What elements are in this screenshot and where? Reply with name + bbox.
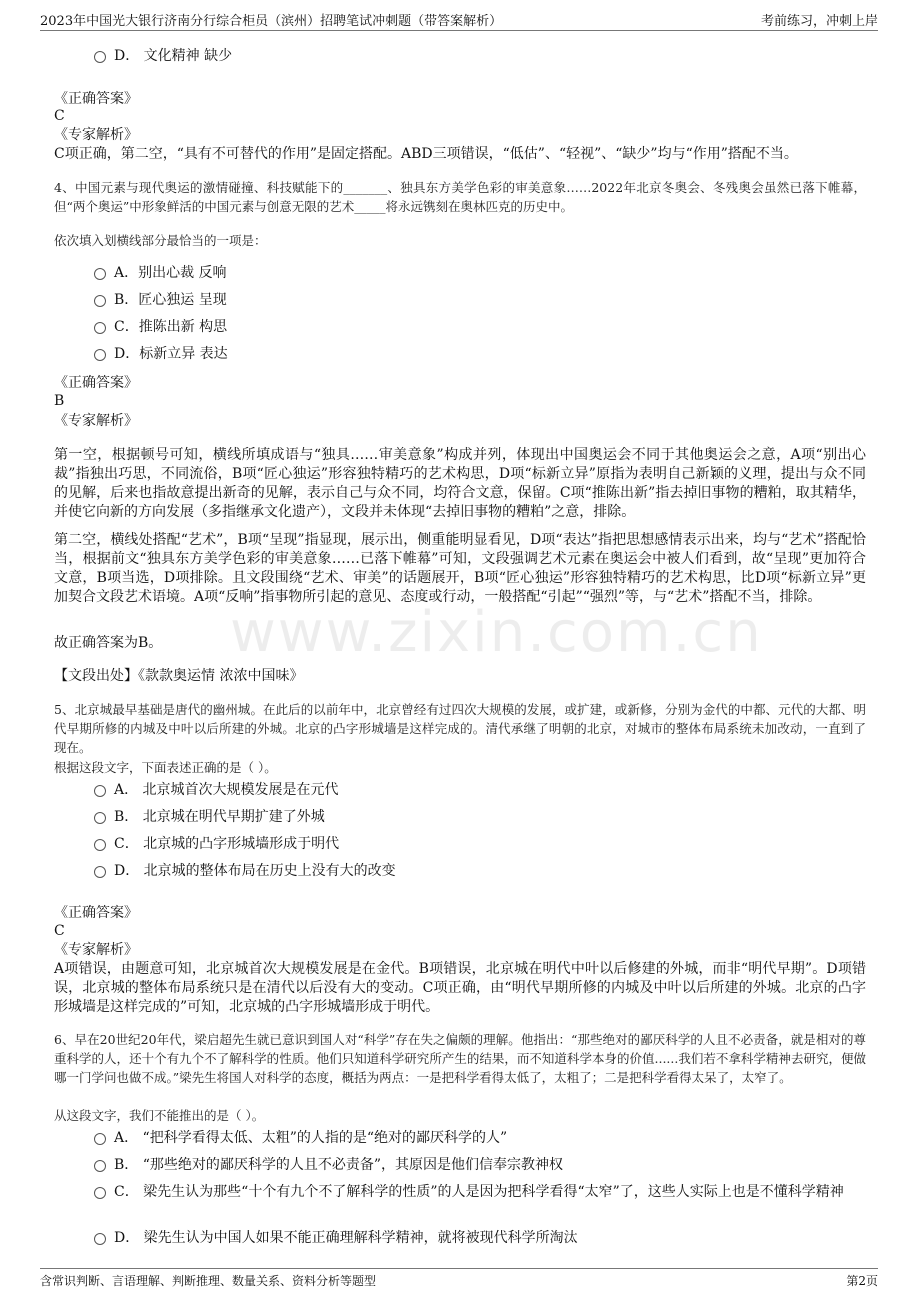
option-label: B． 北京城在明代早期扩建了外城: [114, 809, 325, 825]
q5-analysis: A项错误，由题意可知，北京城首次大规模发展是在金代。B项错误，北京城在明代中叶以后修建的外城，而非“明代早期”。D项错误，北京城的整体布局系统只是在清代以后没有大的变动。C项正确，由“明代早期所修的内城及中叶以后所建的外城。北京的凸字形城墙是这样完成的”可知，北京城的凸字形城墙形成于明代。: [54, 961, 866, 1015]
radio-icon[interactable]: [94, 295, 106, 307]
option-label: D． 梁先生认为中国人如果不能正确理解科学精神，就将被现代科学所淘汰: [114, 1230, 578, 1246]
q3-answer-label: 《正确答案》: [54, 91, 138, 107]
q6-option-b[interactable]: [94, 1155, 563, 1175]
option-label: C．推陈出新 构思: [114, 319, 228, 335]
q4-prompt: 依次填入划横线部分最恰当的一项是：: [54, 233, 267, 248]
q6-option-a[interactable]: [94, 1128, 507, 1148]
radio-icon[interactable]: [94, 1160, 106, 1172]
option-label: D． 文化精神 缺少: [114, 48, 233, 64]
page-header: [40, 8, 878, 31]
q3-answer: C: [54, 108, 65, 124]
q4-source: 【文段出处】《款款奥运情 浓浓中国味》: [54, 668, 304, 684]
q4-analysis-label: 《专家解析》: [54, 413, 138, 429]
q5-answer: C: [54, 923, 65, 939]
q4-option-b[interactable]: [94, 290, 227, 310]
q6-prompt: 从这段文字，我们不能推出的是（ ）。: [54, 1108, 265, 1123]
q4-analysis-paragraph-1: 第一空，根据顿号可知，横线所填成语与“独具……审美意象”构成并列，体现出中国奥运会不同于其他奥运会之意，A项“别出心裁”指独出巧思，不同流俗，B项“匠心独运”形容独特精巧的艺术构思，D项“标新立异”原指为表明自己新颖的义理，提出与众不同的见解，后来也指故意提出新奇的见解，表示自己与众不同，均符合文意，保留。C项“推陈出新”指去掉旧事物的糟粕，取其精华，并使它向新的方向发展（多指继承文化遗产），文段并未体现“去掉旧事物的糟粕”之意，排除。: [54, 447, 866, 520]
q5-answer-label: 《正确答案》: [54, 905, 138, 921]
q3-analysis-label: 《专家解析》: [54, 127, 138, 143]
radio-icon[interactable]: [94, 866, 106, 878]
q4-conclusion: 故正确答案为B。: [54, 635, 163, 651]
q4-option-c[interactable]: [94, 317, 227, 337]
document-title: 2023年中国光大银行济南分行综合柜员（滨州）招聘笔试冲刺题（带答案解析）: [40, 13, 503, 29]
header-slogan: 考前练习，冲刺上岸: [760, 13, 878, 29]
radio-icon[interactable]: [94, 322, 106, 334]
q4-option-d[interactable]: [94, 344, 228, 364]
watermark: www.zixin.com.cn: [230, 600, 763, 665]
radio-icon[interactable]: [94, 1187, 106, 1199]
q6-option-d[interactable]: [94, 1228, 578, 1248]
q4-option-a[interactable]: [94, 263, 227, 283]
option-label: D．标新立异 表达: [114, 346, 228, 362]
option-label: B． “那些绝对的鄙厌科学的人且不必责备”，其原因是他们信奉宗教神权: [114, 1157, 564, 1173]
option-label: C． 梁先生认为那些“十个有九个不了解科学的性质”的人是因为把科学看得“太窄”了，这些人实际上也是不懂科学精神: [114, 1184, 844, 1200]
q4-analysis-paragraph-2: 第二空，横线处搭配“艺术”，B项“呈现”指显现，展示出，侧重能明显看见，D项“表达”指把思想感情表示出来，均与“艺术”搭配恰当，根据前文“独具东方美学色彩的审美意象……已落下帷幕”可知，文段强调艺术元素在奥运会中被人们看到，故“呈现”更加符合文意，B项当选，D项排除。且文段围绕“艺术、审美”的话题展开，B项“匠心独运”形容独特精巧的艺术构思，比D项“标新立异”更加契合文段艺术语境。A项“反响”指事物所引起的意见、态度或行动，一般搭配“引起”“强烈”等，与“艺术”搭配不当，排除。: [54, 532, 866, 605]
q5-stem: 5、北京城最早基础是唐代的幽州城。在此后的以前年中，北京曾经有过四次大规模的发展，或扩建，或新修，分别为金代的中都、元代的大都、明代早期所修的内城及中叶以后所建的外城。北京的凸字形城墙是这样完成的。清代承继了明朝的北京，对城市的整体布局系统未加改动，一直到了现在。: [54, 702, 866, 755]
option-label: A． 北京城首次大规模发展是在元代: [114, 782, 339, 798]
radio-icon[interactable]: [94, 1133, 106, 1145]
q6-option-c[interactable]: [94, 1182, 866, 1202]
q3-option-d[interactable]: [94, 46, 232, 66]
option-label: A． “把科学看得太低、太粗”的人指的是“绝对的鄙厌科学的人”: [114, 1130, 508, 1146]
q5-option-c[interactable]: [94, 834, 339, 854]
q3-analysis: C项正确，第二空，“具有不可替代的作用”是固定搭配。ABD三项错误，“低估”、“轻视”、“缺少”均与“作用”搭配不当。: [54, 146, 798, 162]
radio-icon[interactable]: [94, 785, 106, 797]
q4-answer: B: [54, 393, 65, 409]
footer-note: 含常识判断、言语理解、判断推理、数量关系、资料分析等题型: [40, 1273, 377, 1288]
option-label: B．匠心独运 呈现: [114, 292, 227, 308]
q4-stem: 4、中国元素与现代奥运的激情碰撞、科技赋能下的_______、独具东方美学色彩的审美意象……2022年北京冬奥会、冬残奥会虽然已落下帷幕，但“两个奥运”中形象鲜活的中国元素与创意无限的艺术_____将永远镌刻在奥林匹克的历史中。: [54, 180, 866, 214]
q5-option-a[interactable]: [94, 780, 339, 800]
option-label: A．别出心裁 反响: [114, 265, 227, 281]
radio-icon[interactable]: [94, 812, 106, 824]
radio-icon[interactable]: [94, 349, 106, 361]
q5-option-b[interactable]: [94, 807, 325, 827]
radio-icon[interactable]: [94, 839, 106, 851]
q5-analysis-label: 《专家解析》: [54, 942, 138, 958]
option-label: C． 北京城的凸字形城墙形成于明代: [114, 836, 340, 852]
q5-option-d[interactable]: [94, 861, 396, 881]
radio-icon[interactable]: [94, 268, 106, 280]
radio-icon[interactable]: [94, 51, 106, 63]
page-footer: [40, 1268, 878, 1291]
radio-icon[interactable]: [94, 1233, 106, 1245]
q5-prompt: 根据这段文字，下面表述正确的是（ ）。: [54, 760, 277, 775]
q4-answer-label: 《正确答案》: [54, 375, 138, 391]
q6-stem: 6、早在20世纪20年代，梁启超先生就已意识到国人对“科学”存在失之偏颇的理解。他指出：“那些绝对的鄙厌科学的人且不必责备，就是相对的尊重科学的人，还十个有九个不了解科学的性质。他们只知道科学研究所产生的结果，而不知道科学本身的价值......我们若不拿科学精神去研究，便做哪一门学问也做不成。”梁先生将国人对科学的态度，概括为两点：一是把科学看得太低了，太粗了；二是把科学看得太呆了，太窄了。: [54, 1032, 866, 1085]
page-number: 第2页: [846, 1273, 878, 1288]
option-label: D． 北京城的整体布局在历史上没有大的改变: [114, 863, 396, 879]
